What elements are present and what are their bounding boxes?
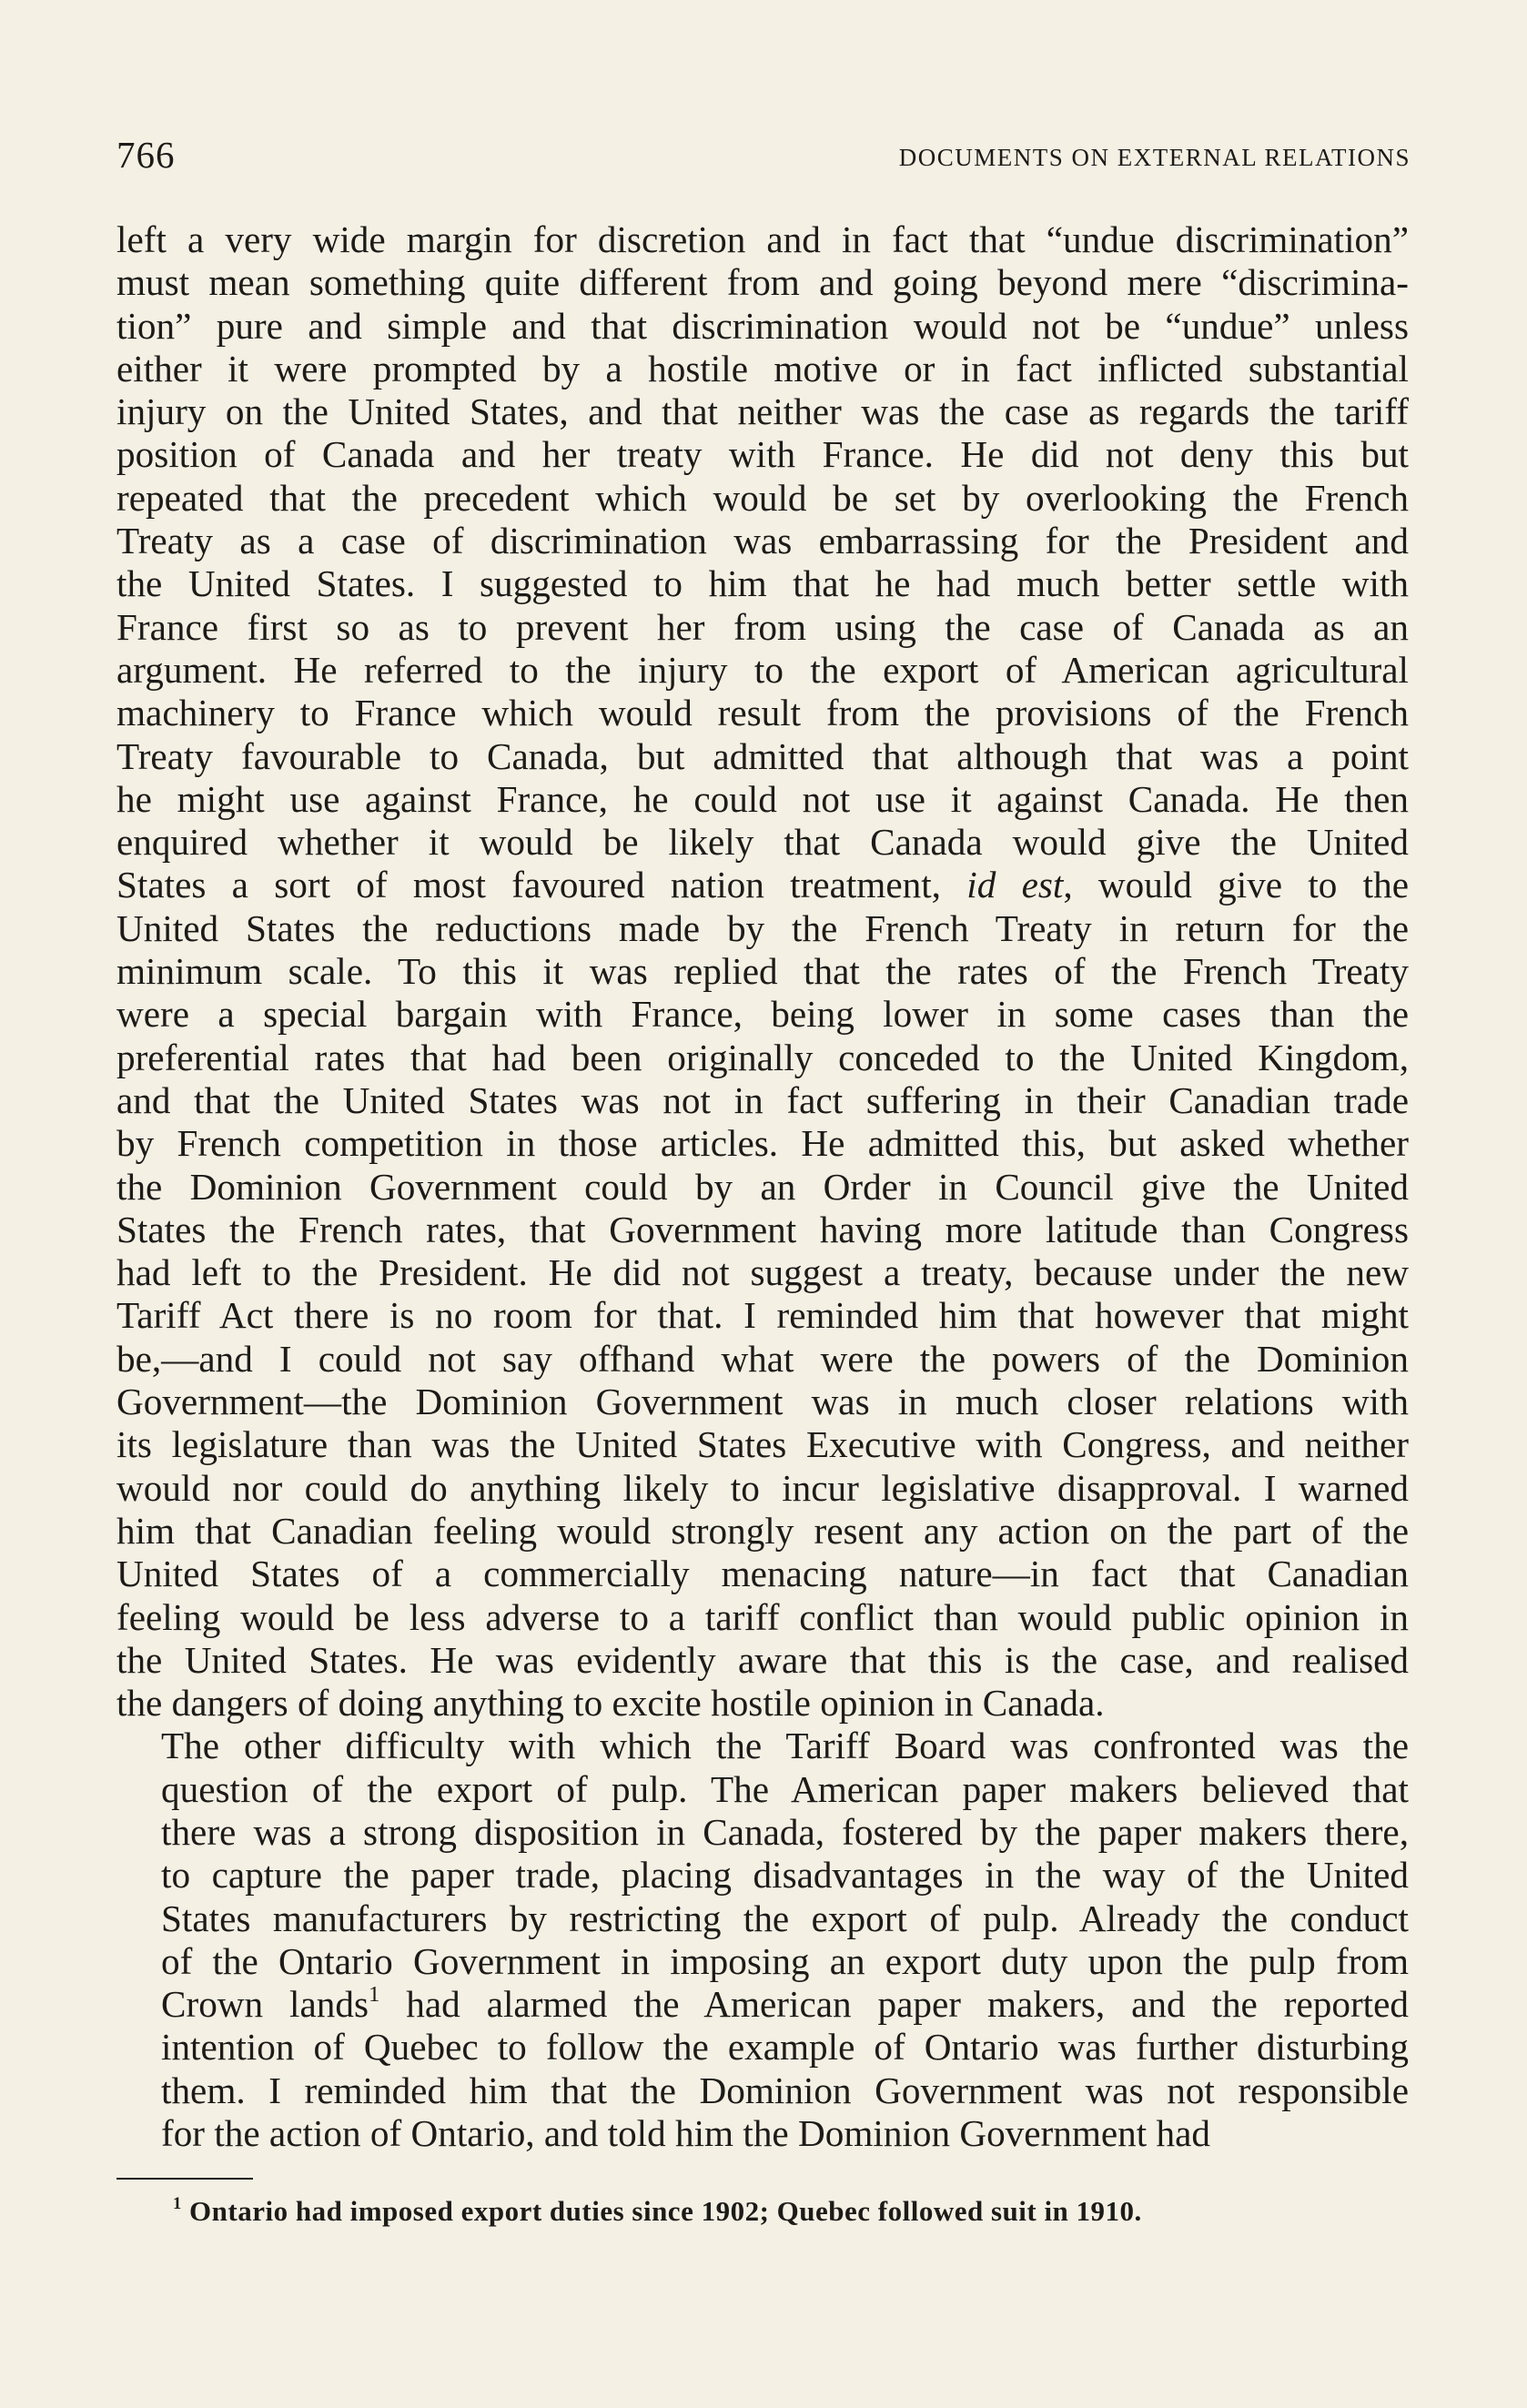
- text-line: question of the export of pulp. The American paper makers believed that: [161, 1767, 1409, 1810]
- text-line: were a special bargain with France, being lower in some cases than the: [116, 993, 1409, 1036]
- text-line: intention of Quebec to follow the example of Ontario was further disturbing: [161, 2026, 1409, 2069]
- text-line: minimum scale. To this it was replied that the rates of the French Treaty: [116, 950, 1409, 993]
- text-line: either it were prompted by a hostile motive or in fact inflicted substantial: [116, 347, 1409, 390]
- text-line: be,—and I could not say offhand what were the powers of the Dominion: [116, 1337, 1409, 1380]
- text-line: of the Ontario Government in imposing an export duty upon the pulp from: [161, 1939, 1409, 1982]
- text-line: the dangers of doing anything to excite hostile opinion in Canada.: [116, 1682, 1105, 1725]
- text-line: the Dominion Government could by an Order in Council give the United: [116, 1165, 1409, 1208]
- text-line: Treaty favourable to Canada, but admitted that although that was a point: [116, 734, 1409, 777]
- text-line: preferential rates that had been originally conceded to the United Kingdom,: [116, 1036, 1409, 1078]
- text-line: Treaty as a case of discrimination was embarrassing for the President and: [116, 520, 1409, 562]
- text-line: to capture the paper trade, placing disadvantages in the way of the United: [161, 1854, 1409, 1897]
- footnote: [173, 2193, 1142, 2230]
- running-head: DOCUMENTS ON EXTERNAL RELATIONS: [898, 144, 1411, 171]
- body-text: [116, 218, 1409, 2155]
- text-line: Government—the Dominion Government was in much closer relations with: [116, 1381, 1409, 1423]
- text-line: States manufacturers by restricting the export of pulp. Already the conduct: [161, 1897, 1409, 1939]
- footnote-text: Ontario had imposed export duties since 1902; Quebec followed suit in 1910.: [189, 2195, 1142, 2227]
- text-line: United States of a commercially menacing nature—in fact that Canadian: [116, 1553, 1409, 1595]
- text-line: its legislature than was the United States Executive with Congress, and neither: [116, 1423, 1409, 1466]
- page-header: [116, 133, 1411, 187]
- text-line: The other difficulty with which the Tariff Board was confronted was the: [161, 1725, 1409, 1767]
- text-line: would nor could do anything likely to incur legislative disapproval. I warned: [116, 1466, 1409, 1509]
- page-number: 766: [116, 134, 176, 176]
- text-line: him that Canadian feeling would strongly resent any action on the part of the: [116, 1509, 1409, 1552]
- text-line: left a very wide margin for discretion and in fact that “undue discrimination”: [116, 218, 1409, 260]
- text-line: had left to the President. He did not suggest a treaty, because under the new: [116, 1251, 1409, 1294]
- text-line: States a sort of most favoured nation treatment, id est, would give to the: [116, 864, 1409, 906]
- text-line: the United States. I suggested to him that he had much better settle with: [116, 562, 1409, 605]
- text-line: and that the United States was not in fact suffering in their Canadian trade: [116, 1078, 1409, 1121]
- text-line: France first so as to prevent her from using the case of Canada as an: [116, 605, 1409, 648]
- paragraph: [116, 218, 1409, 1725]
- text-line: repeated that the precedent which would be set by overlooking the French: [116, 476, 1409, 519]
- text-line: Tariff Act there is no room for that. I reminded him that however that might: [116, 1294, 1409, 1337]
- paragraph: [116, 1725, 1409, 2155]
- text-line: States the French rates, that Government having more latitude than Congress: [116, 1208, 1409, 1250]
- text-line: tion” pure and simple and that discrimination would not be “undue” unless: [116, 304, 1409, 347]
- text-line: machinery to France which would result from the provisions of the French: [116, 692, 1409, 734]
- text-line: by French competition in those articles. He admitted this, but asked whether: [116, 1122, 1409, 1165]
- text-line: he might use against France, he could not use it against Canada. He then: [116, 777, 1409, 820]
- text-line: position of Canada and her treaty with France. He did not deny this but: [116, 433, 1409, 476]
- text-line: there was a strong disposition in Canada, fostered by the paper makers there,: [161, 1810, 1409, 1853]
- text-line: United States the reductions made by the French Treaty in return for the: [116, 906, 1409, 949]
- text-line: argument. He referred to the injury to the export of American agricultural: [116, 648, 1409, 691]
- text-line: for the action of Ontario, and told him the Dominion Government had: [161, 2112, 1210, 2155]
- footnote-rule: [116, 2178, 253, 2180]
- footnote-marker: 1: [173, 2193, 182, 2213]
- text-line: Crown lands$^1$ had alarmed the American paper makers, and the reported: [161, 1981, 1409, 2026]
- text-line: feeling would be less adverse to a tariff conflict than would public opinion in: [116, 1595, 1409, 1638]
- text-line: them. I reminded him that the Dominion Government was not responsible: [161, 2069, 1409, 2111]
- text-line: enquired whether it would be likely that Canada would give the United: [116, 821, 1409, 864]
- text-line: must mean something quite different from and going beyond mere “discrimina-: [116, 261, 1409, 304]
- text-line: the United States. He was evidently aware that this is the case, and realised: [116, 1638, 1409, 1681]
- text-line: injury on the United States, and that neither was the case as regards the tariff: [116, 390, 1409, 433]
